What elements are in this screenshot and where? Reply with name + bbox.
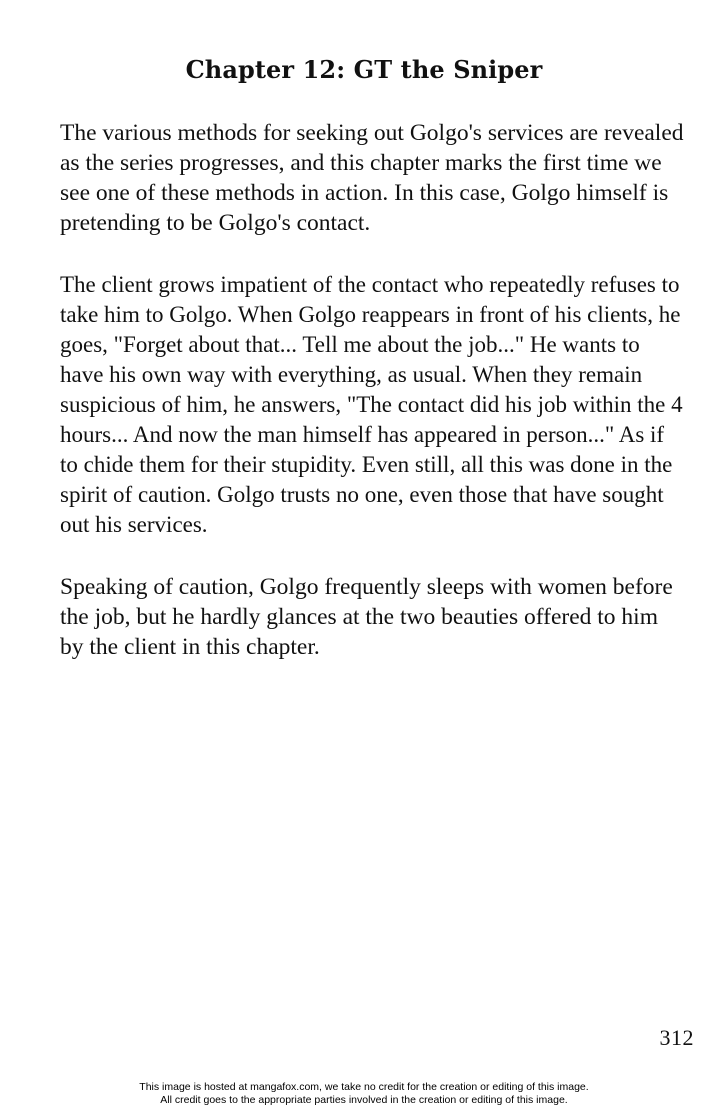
- paragraph-3: Speaking of caution, Golgo frequently sleeps with women before the job, but he hardly glances at the two beauties offered to him by the client in this chapter.: [60, 574, 673, 660]
- footer-line-1: This image is hosted at mangafox.com, we take no credit for the creation or editing of this image.: [139, 1081, 589, 1093]
- paragraph-1: The various methods for seeking out Golgo's services are revealed as the series progresses, and this chapter marks the first time we see one of these methods in action. In this case, Golgo himself is pretending to be Golgo's contact.: [60, 120, 684, 236]
- paragraph-2: The client grows impatient of the contact who repeatedly refuses to take him to Golgo. When Golgo reappears in front of his clients, he goes, "Forget about that... Tell me about the job..." He wants to have his own way with everything, as usual. When they remain suspicious of him, he answers, "The contact did his job within the 4 hours... And now the man himself has appeared in person..." As if to chide them for their stupidity. Even still, all this was done in the spirit of caution. Golgo trusts no one, even those that have sought out his services.: [60, 272, 683, 537]
- page-number: 312: [659, 1025, 694, 1050]
- body-text: [60, 118, 685, 694]
- chapter-title: Chapter 12: GT the Sniper: [185, 55, 543, 84]
- hosting-footer: [0, 1081, 728, 1107]
- footer-line-2: All credit goes to the appropriate parties involved in the creation or editing of this image.: [160, 1094, 568, 1106]
